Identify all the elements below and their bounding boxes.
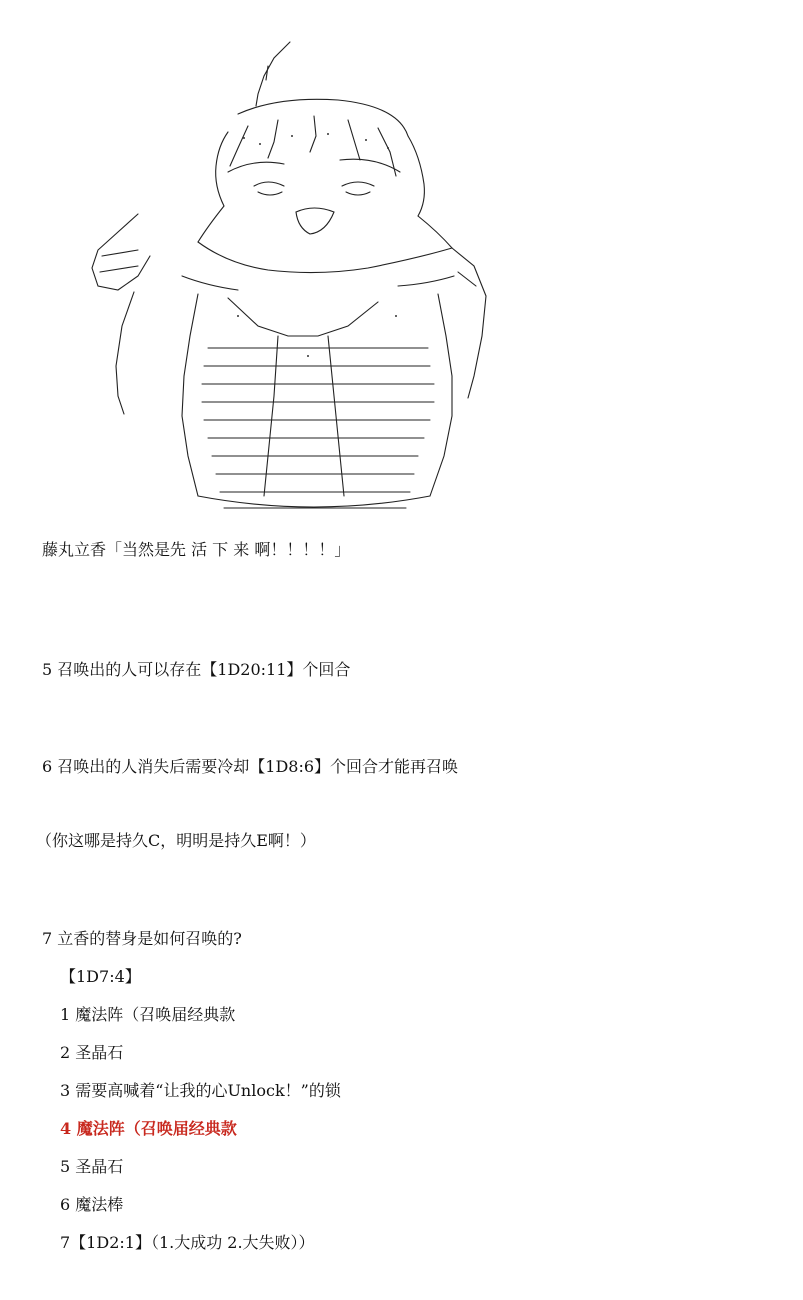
option-item: 3 需要高喊着“让我的心Unlock！”的锁 xyxy=(60,1081,341,1100)
ascii-art-character-icon xyxy=(78,36,498,516)
option-item: 7【1D2:1】（1.大成功 2.大失败）） xyxy=(60,1233,315,1252)
option-item: 5 圣晶石 xyxy=(60,1157,124,1176)
character-dialogue: 藤丸立香「当然是先 活 下 来 啊！！！！」 xyxy=(42,540,351,559)
rule-6-text: 6 召唤出的人消失后需要冷却【1D8:6】个回合才能再召唤 xyxy=(42,757,459,776)
option-item: 6 魔法棒 xyxy=(60,1195,124,1214)
option-item-selected: 4 魔法阵（召唤届经典款 xyxy=(60,1119,237,1138)
rule-5-text: 5 召唤出的人可以存在【1D20:11】个回合 xyxy=(42,660,351,679)
question-7-text: 7 立香的替身是如何召唤的? xyxy=(42,929,242,948)
option-item: 1 魔法阵（召唤届经典款 xyxy=(60,1005,236,1024)
option-item: 2 圣晶石 xyxy=(60,1043,124,1062)
dice-roll-result: 【1D7:4】 xyxy=(60,967,141,986)
comment-text: （你这哪是持久C，明明是持久E啊！） xyxy=(36,831,316,850)
